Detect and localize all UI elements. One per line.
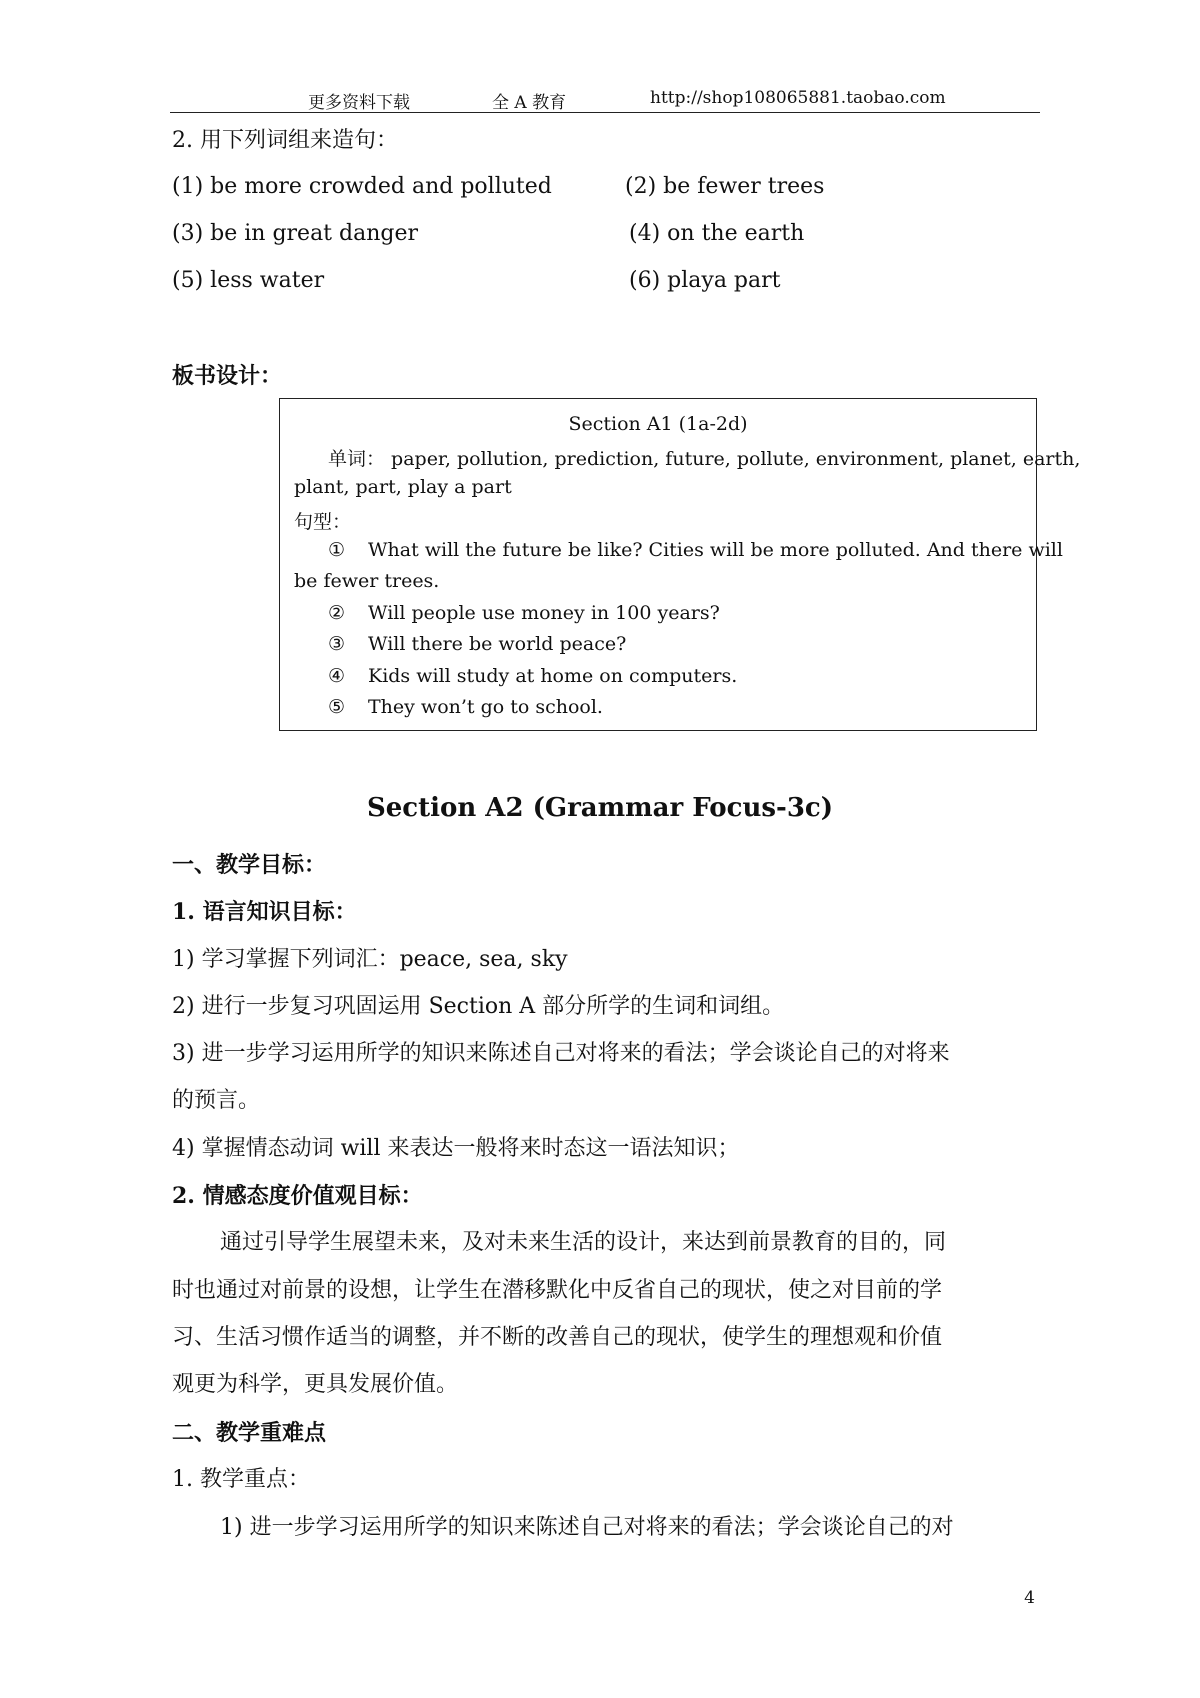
board-title: Section A1 (1a-2d) [568, 413, 748, 435]
emotion-paragraph-line-1: 通过引导学生展望未来，及对未来生活的设计，来达到前景教育的目的，同 [220, 1230, 947, 1255]
emotion-paragraph-line-4: 观更为科学，更具发展价值。 [172, 1372, 459, 1397]
language-goal-1: 1) 学习掌握下列词汇：peace, sea, sky [172, 947, 568, 972]
language-goal-3: 3) 进一步学习运用所学的知识来陈述自己对将来的看法；学会谈论自己的对将来 [172, 1041, 950, 1066]
exercise-item-6: (6) playa part [629, 268, 781, 293]
board-pattern-label: 句型： [294, 511, 352, 533]
header-left-text: 更多资料下载 [308, 93, 410, 113]
language-goal-2: 2) 进行一步复习巩固运用 Section A 部分所学的生词和词组。 [172, 994, 785, 1019]
emotion-paragraph-line-3: 习、生活习惯作适当的调整，并不断的改善自己的现状，使学生的理想观和价值 [172, 1325, 943, 1350]
board-sentence-4: ④ Kids will study at home on computers. [328, 665, 738, 687]
exercise-heading: 2. 用下列词组来造句： [172, 128, 398, 153]
circled-number-5: ⑤ [328, 696, 346, 718]
key-points-heading: 二、教学重难点 [172, 1420, 327, 1446]
board-vocab-line1: 单词： paper, pollution, prediction, future, pollute, environment, planet, earth, [328, 448, 1081, 470]
emotion-goals-heading: 2. 情感态度价值观目标： [172, 1183, 423, 1209]
page-header [170, 86, 1040, 113]
board-sentence-2: ② Will people use money in 100 years? [328, 602, 720, 624]
board-sentence-3: ③ Will there be world peace? [328, 633, 627, 655]
key-point-1: 1) 进一步学习运用所学的知识来陈述自己对将来的看法；学会谈论自己的对 [220, 1515, 954, 1540]
board-sentence-1-continuation: be fewer trees. [294, 570, 440, 592]
page-number: 4 [1024, 1588, 1035, 1608]
exercise-item-1: (1) be more crowded and polluted [172, 174, 552, 199]
exercise-item-4: (4) on the earth [629, 221, 805, 246]
board-design-box [279, 398, 1081, 731]
header-url-link[interactable]: http://shop108065881.taobao.com [650, 88, 946, 108]
exercise-item-3: (3) be in great danger [172, 221, 419, 246]
circled-number-4: ④ [328, 665, 346, 687]
language-goal-3-continuation: 的预言。 [172, 1088, 261, 1113]
language-goal-4: 4) 掌握情态动词 will 来表达一般将来时态这一语法知识； [172, 1136, 740, 1161]
goals-heading: 一、教学目标： [172, 852, 327, 878]
circled-number-3: ③ [328, 633, 346, 655]
header-middle-text: 全 A 教育 [492, 93, 567, 113]
board-sentence-5: ⑤ They won’t go to school. [328, 696, 603, 718]
exercise-item-2: (2) be fewer trees [625, 174, 825, 199]
circled-number-2: ② [328, 602, 346, 624]
board-vocab-line2: plant, part, play a part [294, 476, 512, 498]
board-heading: 板书设计： [172, 363, 283, 389]
exercise-item-5: (5) less water [172, 268, 325, 293]
emotion-paragraph-line-2: 时也通过对前景的设想，让学生在潜移默化中反省自己的现状，使之对目前的学 [172, 1278, 943, 1303]
circled-number-1: ① [328, 539, 346, 561]
language-goals-heading: 1. 语言知识目标： [172, 899, 357, 925]
key-points-subheading: 1. 教学重点： [172, 1467, 310, 1492]
board-sentence-1: ① What will the future be like? Cities will be more polluted. And there will [328, 539, 1063, 561]
section-title: Section A2 (Grammar Focus-3c) [366, 793, 834, 823]
